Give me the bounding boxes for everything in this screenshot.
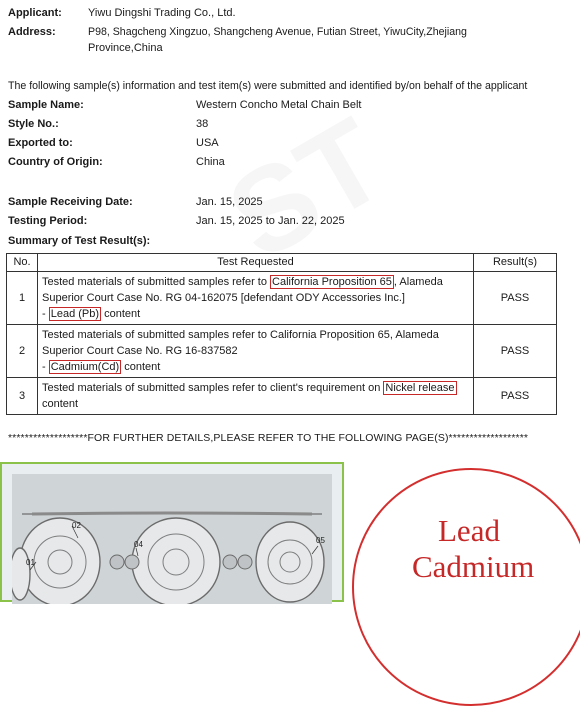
- row-result: PASS: [474, 272, 557, 325]
- row-result: PASS: [474, 378, 557, 415]
- address-label: Address:: [8, 26, 56, 38]
- applicant-label: Applicant:: [8, 7, 62, 19]
- highlight-lead: Lead (Pb): [50, 308, 100, 320]
- product-photo-frame: [0, 462, 344, 602]
- table-row: [7, 378, 557, 415]
- country-of-origin-label: Country of Origin:: [8, 156, 103, 168]
- results-table: [6, 253, 557, 415]
- header-results: Result(s): [474, 254, 557, 272]
- sample-name-label: Sample Name:: [8, 99, 84, 111]
- highlight-cadmium: Cadmium(Cd): [50, 361, 120, 373]
- testing-period-value: Jan. 15, 2025 to Jan. 22, 2025: [196, 215, 345, 227]
- receiving-date-value: Jan. 15, 2025: [196, 196, 263, 208]
- style-no-label: Style No.:: [8, 118, 59, 130]
- photo-label-02: 02: [72, 521, 81, 530]
- intro-text: The following sample(s) information and test item(s) were submitted and identified by/on behalf of the applicant: [8, 80, 528, 92]
- header-no: No.: [7, 254, 38, 272]
- style-no-value: 38: [196, 118, 209, 130]
- address-line-2: Province,China: [88, 42, 163, 54]
- exported-to-value: USA: [196, 137, 219, 149]
- sample-name-value: Western Concho Metal Chain Belt: [196, 99, 362, 111]
- product-photo: [12, 474, 332, 604]
- highlight-prop65: California Proposition 65: [272, 276, 392, 288]
- table-row: [7, 272, 557, 325]
- summary-title: Summary of Test Result(s):: [8, 235, 151, 247]
- photo-label-04: 04: [134, 540, 143, 549]
- table-row: [7, 325, 557, 378]
- applicant-value: Yiwu Dingshi Trading Co., Ltd.: [88, 7, 236, 19]
- stamp-line-lead: Lead: [438, 513, 500, 548]
- photo-label-05: 05: [316, 536, 325, 545]
- table-header-row: [7, 254, 557, 272]
- address-line-1: P98, Shagcheng Xingzuo, Shangcheng Avenue, Futian Street, YiwuCity,Zhejiang: [88, 26, 467, 38]
- header-test-requested: Test Requested: [38, 254, 474, 272]
- row-test: Tested materials of submitted samples refer to client's requirement on Nickel release content: [38, 378, 474, 415]
- row-test: Tested materials of submitted samples refer to California Proposition 65, Alameda Superior Court Case No. RG 16-837582 - Cadmium(Cd) content: [38, 325, 474, 378]
- exported-to-label: Exported to:: [8, 137, 73, 149]
- highlight-nickel: Nickel release: [385, 382, 455, 394]
- row-test: Tested materials of submitted samples refer to California Proposition 65 , Alameda Superior Court Case No. RG 04-162075 [defendant ODY Accessories Inc.] - Lead (Pb) content: [38, 272, 474, 325]
- concho-belt-icon: [12, 474, 332, 604]
- row-no: 3: [7, 378, 38, 415]
- test-stamp: [352, 468, 580, 706]
- footer-note: *******************FOR FURTHER DETAILS,PLEASE REFER TO THE FOLLOWING PAGE(S)*******************: [8, 432, 529, 444]
- row-no: 2: [7, 325, 38, 378]
- row-result: PASS: [474, 325, 557, 378]
- stamp-line-cadmium: Cadmium: [412, 549, 535, 584]
- country-of-origin-value: China: [196, 156, 225, 168]
- row-no: 1: [7, 272, 38, 325]
- receiving-date-label: Sample Receiving Date:: [8, 196, 133, 208]
- testing-period-label: Testing Period:: [8, 215, 88, 227]
- photo-label-01: 01: [26, 558, 35, 567]
